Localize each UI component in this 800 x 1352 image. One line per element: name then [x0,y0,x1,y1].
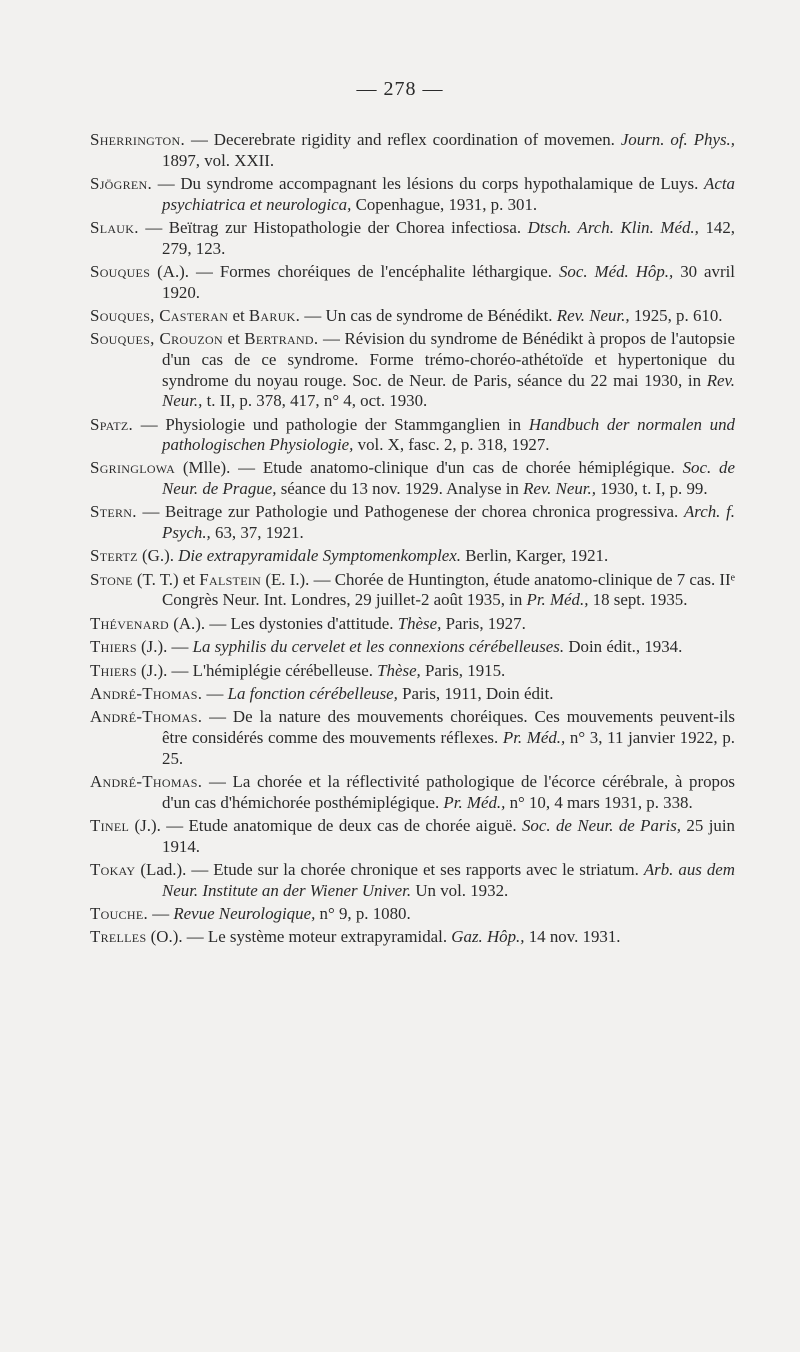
bibliography-entry [90,614,735,635]
entry-text: — De la nature des mouvements choréiques. Ces mouvements peuvent-ils être considérés comme des mouvements réflexes. [162,707,735,747]
entry-italic-text: Rev. Neur., [556,305,630,325]
entry-author: Spatz. [90,414,133,434]
bibliography-entry [90,707,735,769]
entry-italic-text: Thèse, [377,660,421,680]
entry-text: (A.). — Formes choréiques de l'encéphalite léthargique. [150,261,559,281]
bibliography-entry [90,262,735,303]
entry-text: 1930, t. I, p. 99. [595,479,708,499]
entry-author: Stone [90,569,133,589]
entry-text: 14 nov. 1931. [524,927,621,947]
entry-text: n° 9, p. 1080. [315,903,411,923]
bibliography-entry [90,927,735,948]
entry-italic-text: Arb. aus dem Neur. Institute an der Wiener Univer. [162,859,735,900]
entry-text: (Lad.). — Etude sur la chorée chronique et ses rapports avec le striatum. [135,859,644,879]
bibliography-entry [90,904,735,925]
entry-text: — Beïtrag zur Histopathologie der Chorea infectiosa. [138,217,528,237]
bibliography-entry [90,661,735,682]
bibliography-entry [90,329,735,411]
entry-text: 18 sept. 1935. [588,590,688,610]
bibliography-entry [90,458,735,499]
entry-italic-text: Pr. Méd., [502,727,566,747]
entry-text: — Decerebrate rigidity and reflex coordination of movemen. [185,130,621,149]
entry-author: André-Thomas. [90,684,203,703]
entry-text: (Mlle). — Etude anatomo-clinique d'un cas de chorée hémiplégique. [175,458,683,478]
entry-italic-text: Revue Neurologique, [173,903,316,923]
entry-author: Stertz [90,546,138,566]
entry-text: et [222,329,245,349]
entry-author: Tokay [90,859,136,879]
entry-text: — [202,684,228,703]
entry-text: (A.). — Les dystonies d'attitude. [169,613,398,633]
entry-text: Copenhague, 1931, p. 301. [351,194,538,214]
entry-text: Un vol. 1932. [411,880,509,900]
entry-text: 142, 279, 123. [162,217,736,258]
entry-author: Stern. [90,502,137,522]
entry-italic-text: Arch. f. Psych., [162,502,735,543]
entry-coauthor: Falstein [199,569,262,589]
bibliography-entry [90,306,735,327]
entry-text: — Un cas de syndrome de Bénédikt. [300,305,557,325]
entry-coauthor: Bertrand. [244,329,319,349]
entry-text: — La chorée et la réflectivité pathologique de l'écorce cérébrale, à propos d'un cas d'hémichorée posthémiplégique. [162,771,735,812]
entry-text: t. II, p. 378, 417, n° 4, oct. 1930. [202,391,428,411]
entry-author: Souques [90,261,151,281]
bibliography-entry [90,415,735,456]
entry-text: — Beitrage zur Pathologie und Pathogenese der chorea chronica progressiva. [136,502,684,522]
bibliography-list [90,130,735,951]
entry-italic-text: Dtsch. Arch. Klin. Méd., [527,217,699,237]
entry-italic-text: Pr. Méd., [526,590,589,610]
entry-italic-text: Acta psychiatrica et neurologica, [162,173,735,214]
entry-italic-text: Rev. Neur., [523,479,596,499]
entry-italic-text: Die extrapyramidale Symptomenkomplex. [178,546,461,566]
entry-text: — Révision du syndrome de Bénédikt à propos de l'autopsie d'un cas de ce syndrome. Forme trémo-choréo-athétoïde et hypertonique du syndrome du noyau rouge. Soc. de Neur. de Paris, séance du 22 mai 1930, in [162,329,736,390]
entry-text: séance du 13 nov. 1929. Analyse in [276,479,524,499]
entry-text: Paris, 1927. [441,613,526,633]
entry-author: Thiers [90,637,137,657]
bibliography-entry [90,684,735,705]
entry-italic-text: La syphilis du cervelet et les connexions cérébelleuses. [192,637,565,657]
entry-author: Touche. [90,903,148,923]
entry-text: 25 juin 1914. [162,815,735,856]
bibliography-entry [90,816,735,857]
entry-italic-text: Thèse, [397,613,442,633]
entry-author: Souques, Casteran [90,305,229,325]
entry-italic-text: Pr. Méd., [443,792,506,812]
entry-author: Slauk. [90,217,139,237]
entry-coauthor: Baruk. [248,305,301,325]
bibliography-entry [90,772,735,813]
entry-author: Thiers [90,660,137,680]
bibliography-entry [90,218,735,259]
entry-text: — Physiologie und pathologie der Stammganglien in [133,414,529,434]
entry-text: (T. T.) et [132,569,200,589]
entry-italic-text: Soc. Méd. Hôp., [558,261,674,281]
entry-text: Paris, 1915. [420,660,506,680]
entry-italic-text: Rev. Neur., [162,370,735,411]
bibliography-entry [90,637,735,658]
entry-text: n° 10, 4 mars 1931, p. 338. [505,792,693,812]
entry-text: 1925, p. 610. [629,305,723,325]
entry-author: André-Thomas. [90,771,203,791]
entry-text: vol. X, fasc. 2, p. 318, 1927. [353,435,550,455]
entry-text: 30 avril 1920. [162,261,735,302]
entry-author: Trelles [90,927,147,947]
entry-author: Sjögren. [90,173,153,193]
bibliography-entry [90,570,735,611]
bibliography-entry [90,502,735,543]
entry-text: (G.). [137,546,179,566]
entry-author: Tinel [90,815,130,835]
entry-text: 63, 37, 1921. [210,523,304,543]
entry-text: et [228,305,249,325]
bibliography-entry [90,860,735,901]
entry-text: n° 3, 11 janvier 1922, p. 25. [162,727,735,768]
entry-author: Sherrington. [90,130,185,149]
entry-text: Paris, 1911, Doin édit. [397,684,554,703]
entry-text: (J.). — L'hémiplégie cérébelleuse. [136,660,378,680]
entry-text: Doin édit., 1934. [564,637,683,657]
entry-text: (O.). — Le système moteur extrapyramidal. [146,927,452,947]
entry-text: (J.). — Etude anatomique de deux cas de chorée aiguë. [129,815,522,835]
entry-italic-text: Handbuch der normalen und pathologischen Physiologie, [162,414,735,455]
entry-italic-text: La fonction cérébelleuse, [227,684,398,703]
entry-italic-text: Gaz. Hôp., [451,927,525,947]
entry-text: 1897, vol. XXII. [162,150,275,170]
entry-author: Sgringlowa [90,458,176,478]
entry-author: Souques, Crouzon [90,329,223,349]
page-number: — 278 — [356,78,444,100]
entry-text: — [147,903,174,923]
bibliography-entry [90,130,735,171]
entry-author: Thévenard [90,613,170,633]
bibliography-entry [90,174,735,215]
entry-italic-text: Soc. de Neur. de Prague, [162,458,735,499]
entry-text: — Du syndrome accompagnant les lésions du corps hypothalamique de Luys. [152,173,705,193]
entry-text: Berlin, Karger, 1921. [460,546,609,566]
entry-author: André-Thomas. [90,707,203,727]
entry-italic-text: Soc. de Neur. de Paris, [521,815,682,835]
entry-text: (J.). — [136,637,193,657]
entry-text: (E. I.). — Chorée de Huntington, étude anatomo-clinique de 7 cas. IIᵉ Congrès Neur. Int. Londres, 29 juillet-2 août 1935, in [162,569,735,610]
bibliography-entry [90,546,735,567]
entry-italic-text: Journ. of. Phys., [620,130,735,149]
